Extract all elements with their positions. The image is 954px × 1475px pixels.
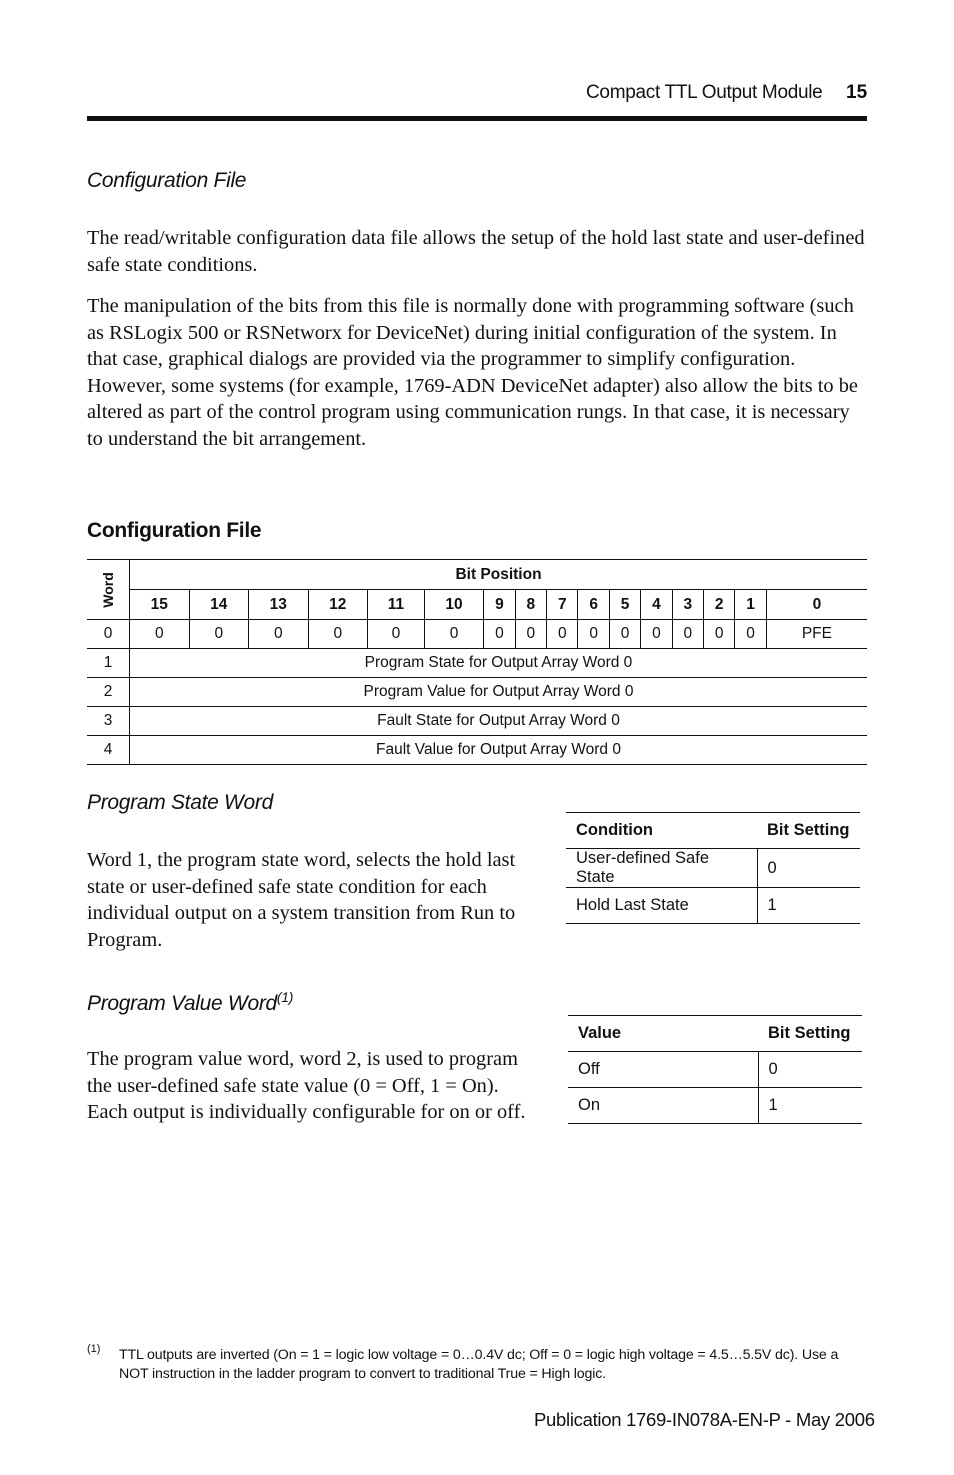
bit-header: 4 xyxy=(641,590,672,620)
bit-header: 13 xyxy=(249,590,309,620)
table-header-row xyxy=(568,1016,862,1052)
bit-value: 0 xyxy=(515,620,546,649)
bit-value: 0 xyxy=(130,620,190,649)
word-number: 1 xyxy=(87,649,130,678)
config-table-title: Configuration File xyxy=(87,519,262,542)
bit-value: PFE xyxy=(766,620,867,649)
table-row xyxy=(87,620,867,649)
table-row xyxy=(566,888,860,924)
table-row xyxy=(568,1052,862,1088)
word-description: Fault Value for Output Array Word 0 xyxy=(130,736,868,765)
value-cell: On xyxy=(568,1088,758,1124)
manipulation-paragraph: The manipulation of the bits from this file is normally done with programming software (such as RSLogix 500 or RSNetworx for DeviceNet) during initial configuration of the system. In that case, graphical dialogs are provided via the programmer to simplify configuration. However, some systems (for example, 1769-ADN DeviceNet adapter) also allow the bits to be altered as part of the control program using communication rungs. In that case, it is necessary to understand the bit arrangement. xyxy=(87,295,858,450)
table-row xyxy=(87,736,867,765)
word-number: 0 xyxy=(87,620,130,649)
table-row xyxy=(568,1088,862,1124)
word-number: 2 xyxy=(87,678,130,707)
bit-value: 0 xyxy=(704,620,735,649)
bit-value: 0 xyxy=(609,620,640,649)
program-value-paragraph: The program value word, word 2, is used to program the user-defined safe state value (0 = Off, 1 = On). Each output is individually configurable for on or off. xyxy=(87,1048,526,1124)
program-state-paragraph: Word 1, the program state word, selects the hold last state or user-defined safe state condition for each individual output on a system transition from Run to Program. xyxy=(87,849,516,951)
program-value-table xyxy=(568,1015,862,1124)
word-label: Word xyxy=(100,571,116,608)
header-rule xyxy=(87,116,867,121)
bit-header: 5 xyxy=(609,590,640,620)
bit-header: 12 xyxy=(308,590,368,620)
bit-value: 0 xyxy=(672,620,703,649)
bit-header: 15 xyxy=(130,590,190,620)
bit-setting-header: Bit Setting xyxy=(758,1016,862,1052)
table-row xyxy=(87,678,867,707)
footnote-reference: (1) xyxy=(276,989,294,1005)
bit-value: 0 xyxy=(424,620,484,649)
bit-setting-header: Bit Setting xyxy=(757,813,860,849)
bit-value: 0 xyxy=(547,620,578,649)
section-heading: Configuration File xyxy=(87,169,247,192)
table-row xyxy=(87,649,867,678)
bit-value: 0 xyxy=(578,620,609,649)
table-header-row xyxy=(566,813,860,849)
page-number: 15 xyxy=(846,82,868,103)
condition-cell: Hold Last State xyxy=(566,888,757,924)
bit-position-header: Bit Position xyxy=(130,560,868,590)
bit-header: 9 xyxy=(484,590,515,620)
configuration-file-table xyxy=(87,559,867,765)
word-description: Program Value for Output Array Word 0 xyxy=(130,678,868,707)
bit-header: 7 xyxy=(547,590,578,620)
publication-footer: Publication 1769-IN078A-EN-P - May 2006 xyxy=(534,1409,875,1430)
intro-paragraph: The read/writable configuration data file allows the setup of the hold last state and user-defined safe state conditions. xyxy=(87,227,865,276)
bit-setting-cell: 1 xyxy=(758,1088,862,1124)
footnote-text: TTL outputs are inverted (On = 1 = logic low voltage = 0…0.4V dc; Off = 0 = logic high voltage = 4.5…5.5V dc). Use a NOT instruction in the ladder program to convert to traditional True = High logic. xyxy=(119,1347,839,1382)
footnote-marker: (1) xyxy=(87,1343,101,1355)
bit-header: 14 xyxy=(189,590,249,620)
bit-setting-cell: 1 xyxy=(757,888,860,924)
running-header-title: Compact TTL Output Module xyxy=(586,82,823,103)
program-value-heading-text: Program Value Word xyxy=(87,992,277,1015)
table-row xyxy=(566,849,860,888)
condition-cell: User-defined Safe State xyxy=(566,849,757,888)
bit-value: 0 xyxy=(484,620,515,649)
bit-value: 0 xyxy=(641,620,672,649)
bit-header: 2 xyxy=(704,590,735,620)
word-number: 3 xyxy=(87,707,130,736)
bit-setting-cell: 0 xyxy=(757,849,860,888)
condition-header: Condition xyxy=(566,813,757,849)
bit-value: 0 xyxy=(189,620,249,649)
program-state-heading: Program State Word xyxy=(87,791,273,814)
value-header: Value xyxy=(568,1016,758,1052)
bit-header: 6 xyxy=(578,590,609,620)
word-column-header xyxy=(87,560,130,620)
bit-header: 1 xyxy=(735,590,766,620)
bit-value: 0 xyxy=(249,620,309,649)
bit-number-row xyxy=(87,590,867,620)
table-row xyxy=(87,707,867,736)
bit-header: 0 xyxy=(766,590,867,620)
bit-header: 8 xyxy=(515,590,546,620)
bit-value: 0 xyxy=(735,620,766,649)
bit-value: 0 xyxy=(368,620,425,649)
bit-header: 11 xyxy=(368,590,425,620)
program-value-heading xyxy=(87,989,293,1016)
bit-header: 3 xyxy=(672,590,703,620)
program-state-table xyxy=(566,812,860,924)
word-number: 4 xyxy=(87,736,130,765)
value-cell: Off xyxy=(568,1052,758,1088)
bit-value: 0 xyxy=(308,620,368,649)
bit-header: 10 xyxy=(424,590,484,620)
word-description: Fault State for Output Array Word 0 xyxy=(130,707,868,736)
bit-position-header-row xyxy=(87,560,867,590)
word-description: Program State for Output Array Word 0 xyxy=(130,649,868,678)
bit-setting-cell: 0 xyxy=(758,1052,862,1088)
